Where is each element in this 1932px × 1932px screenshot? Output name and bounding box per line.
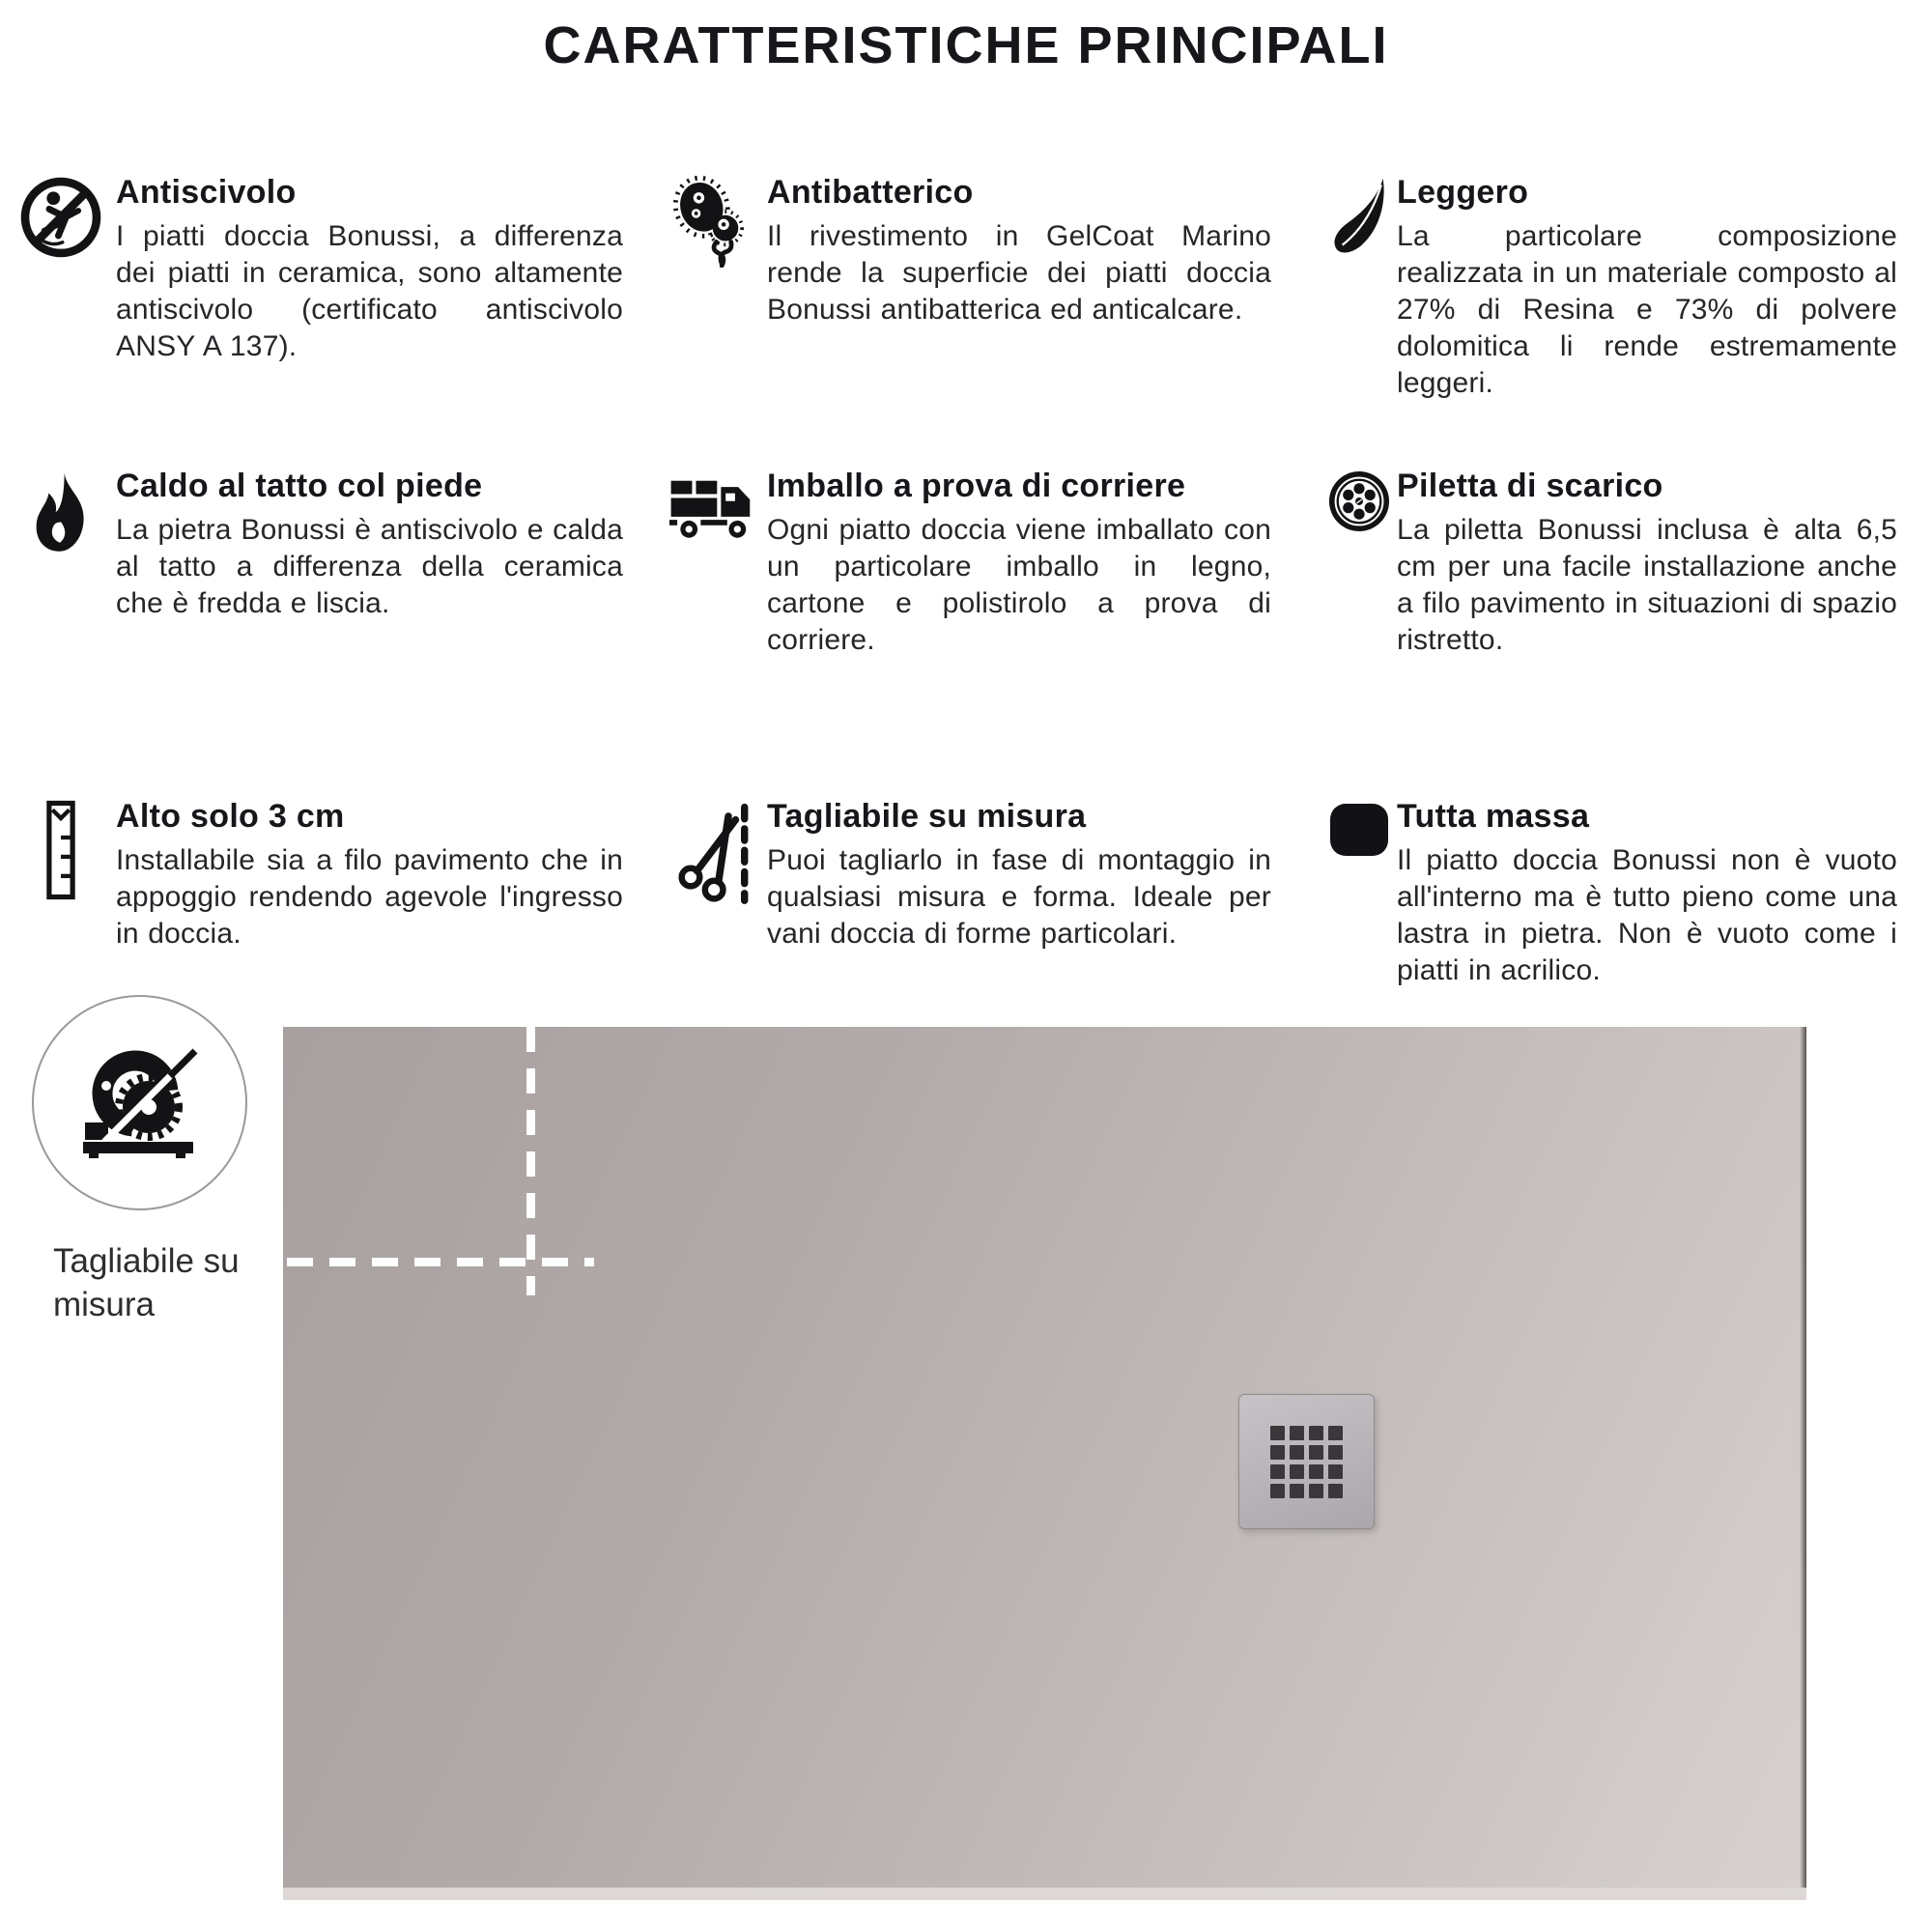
tray-front-edge-highlight [283, 1888, 1806, 1900]
drain-grate [1238, 1394, 1375, 1529]
feature-antibatterico [665, 172, 1271, 328]
shower-tray-photo [283, 1027, 1806, 1900]
feather-icon [1321, 172, 1397, 265]
cut-mark-horizontal-line [287, 1258, 594, 1266]
cut-mark-vertical-line [526, 1027, 535, 1295]
feature-title: Tutta massa [1397, 798, 1590, 835]
feature-antiscivolo [5, 172, 623, 365]
no-slip-icon [5, 172, 116, 259]
flame-icon [5, 466, 116, 560]
feature-description: Puoi tagliarlo in fase di montaggio in qualsiasi misura e forma. Ideale per vani doccia di forme particolari. [767, 844, 1271, 950]
slab-icon [1321, 796, 1397, 856]
feature-leggero [1321, 172, 1897, 402]
feature-title: Imballo a prova di corriere [767, 468, 1186, 504]
feature-description: La pietra Bonussi è antiscivolo e calda al tatto a differenza della ceramica che è fredda e liscia. [116, 514, 623, 619]
ruler-icon [5, 796, 116, 900]
feature-description: La particolare composizione realizzata in un materiale composto al 27% di Resina e 73% di polvere dolomitica li rende estremamente leggeri. [1397, 220, 1897, 399]
feature-tutta-massa [1321, 796, 1897, 989]
feature-description: Installabile sia a filo pavimento che in appoggio rendendo agevole l'ingresso in doccia. [116, 844, 623, 950]
tray-edge-shadow [1800, 1027, 1806, 1900]
feature-title: Tagliabile su misura [767, 798, 1087, 835]
feature-title: Caldo al tatto col piede [116, 468, 483, 504]
drain-grate-holes [1270, 1426, 1343, 1498]
feature-description: La piletta Bonussi inclusa è alta 6,5 cm per una facile installazione anche a filo pavimento in situazioni di spazio ristretto. [1397, 514, 1897, 656]
cut-to-size-badge [32, 995, 247, 1210]
feature-title: Antiscivolo [116, 174, 297, 211]
feature-description: I piatti doccia Bonussi, a differenza dei piatti in ceramica, sono altamente antiscivolo (certificato antiscivolo ANSY A 137). [116, 220, 623, 362]
circular-saw-icon [68, 1041, 213, 1165]
feature-description: Il rivestimento in GelCoat Marino rende la superficie dei piatti doccia Bonussi antibatterica ed anticalcare. [767, 220, 1271, 326]
feature-title: Alto solo 3 cm [116, 798, 345, 835]
feature-title: Leggero [1397, 174, 1529, 211]
feature-alto-3cm [5, 796, 623, 952]
bacteria-icon [665, 172, 767, 268]
drain-icon [1321, 466, 1397, 533]
scissors-icon [665, 796, 767, 906]
page-title: CARATTERISTICHE PRINCIPALI [543, 16, 1389, 74]
feature-title: Piletta di scarico [1397, 468, 1663, 504]
feature-piletta [1321, 466, 1897, 659]
feature-imballo [665, 466, 1271, 659]
feature-description: Ogni piatto doccia viene imballato con un particolare imballo in legno, cartone e polistirolo a prova di corriere. [767, 514, 1271, 656]
feature-caldo-al-tatto [5, 466, 623, 622]
feature-tagliabile [665, 796, 1271, 952]
truck-icon [665, 466, 767, 547]
feature-description: Il piatto doccia Bonussi non è vuoto all'interno ma è tutto pieno come una lastra in pietra. Non è vuoto come i piatti in acrilico. [1397, 844, 1897, 986]
feature-title: Antibatterico [767, 174, 974, 211]
cut-to-size-badge-label: Tagliabile su misura [53, 1242, 240, 1323]
